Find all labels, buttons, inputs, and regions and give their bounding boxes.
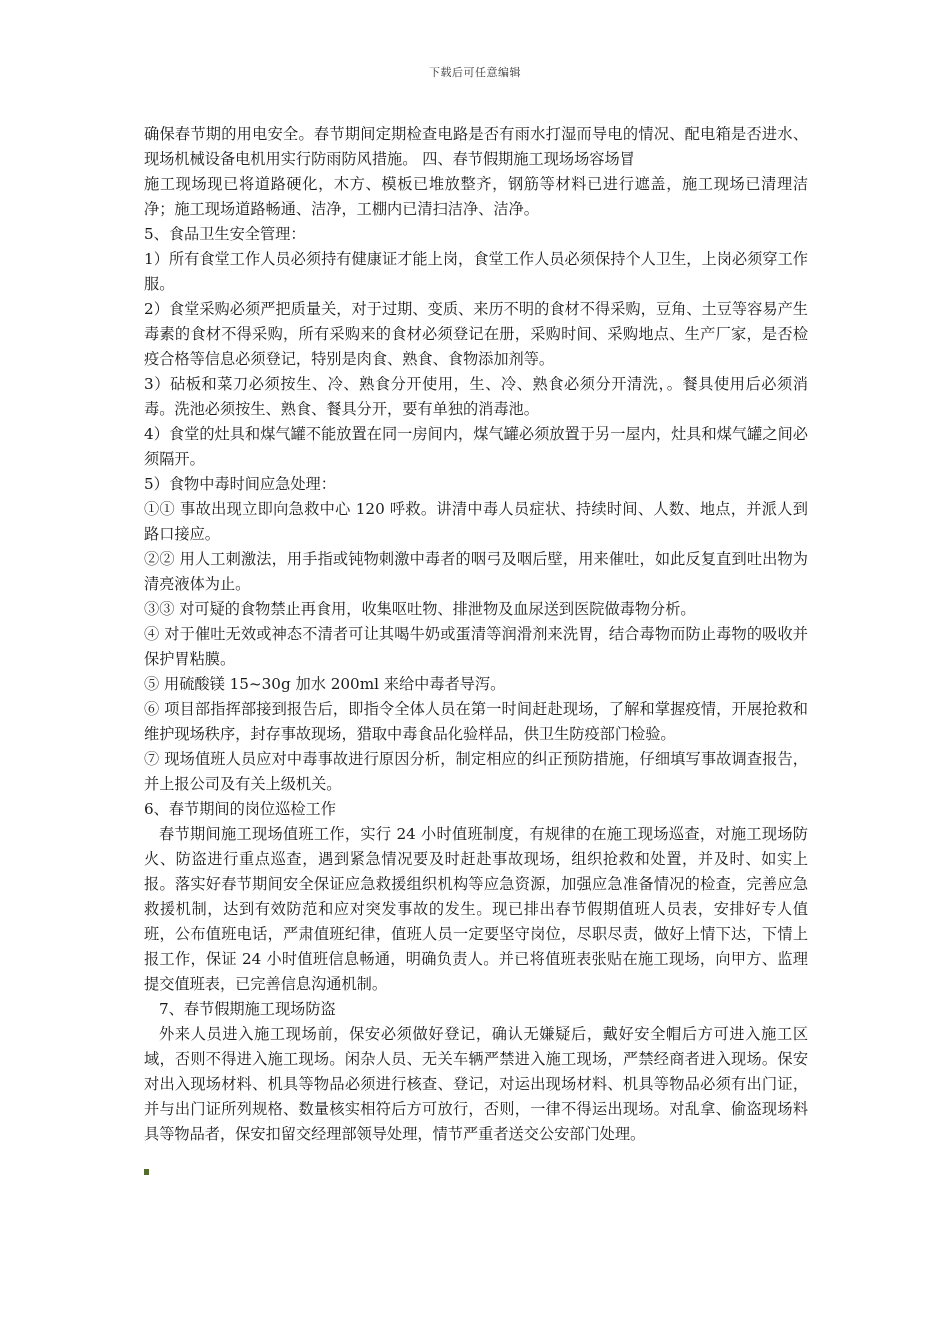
section-heading: 5、食品卫生安全管理： [144, 225, 306, 243]
paragraph: 外来人员进入施工现场前，保安必须做好登记，确认无嫌疑后，戴好安全帽后方可进入施工区域，否则不得进入施工现场。闲杂人员、无关车辆严禁进入施工现场，严禁经商者进入现场。保安对出入现场材料、机具等物品必须进行核查、登记，对运出现场材料、机具等物品必须有出门证，并与出门证所列规格、数量核实相符后方可放行，否则，一律不得运出现场。对乱拿、偷盗现场料具等物品者，保安扣留交经理部领导处理，情节严重者送交公安部门处理。 [144, 1025, 808, 1143]
paragraph: 施工现场现已将道路硬化，木方、模板已堆放整齐，钢筋等材料已进行遮盖，施工现场已清理洁净；施工现场道路畅通、洁净，工棚内已清扫洁净、洁净。 [144, 175, 808, 218]
list-item: 4）食堂的灶具和煤气罐不能放置在同一房间内，煤气罐必须放置于另一屋内，灶具和煤气罐之间必须隔开。 [144, 425, 808, 468]
list-item: ②② 用人工刺激法，用手指或钝物刺激中毒者的咽弓及咽后壁，用来催吐，如此反复直到吐出物为清亮液体为止。 [144, 550, 808, 593]
paragraph: 春节期间施工现场值班工作，实行 24 小时值班制度，有规律的在施工现场巡查，对施工现场防火、防盗进行重点巡查，遇到紧急情况要及时赶赴事故现场，组织抢救和处置，并及时、如实上报。落实好春节期间安全保证应急救援组织机构等应急资源，加强应急准备情况的检查，完善应急救援机制，达到有效防范和应对突发事故的发生。现已排出春节假期值班人员表，安排好专人值班，公布值班电话，严肃值班纪律，值班人员一定要坚守岗位，尽职尽责，做好上情下达，下情上报工作，保证 24 小时值班信息畅通，明确负责人。并已将值班表张贴在施工现场，向甲方、监理提交值班表，已完善信息沟通机制。 [144, 825, 808, 993]
list-item: ④ 对于催吐无效或神态不清者可让其喝牛奶或蛋清等润滑剂来洗胃，结合毒物而防止毒物的吸收并保护胃粘膜。 [144, 625, 808, 668]
list-item: ⑥ 项目部指挥部接到报告后，即指令全体人员在第一时间赶赴现场，了解和掌握疫情，开展抢救和维护现场秩序，封存事故现场，猎取中毒食品化验样品，供卫生防疫部门检验。 [144, 700, 808, 743]
list-item: ⑤ 用硫酸镁 15~30g 加水 200ml 来给中毒者导泻。 [144, 675, 506, 693]
paragraph-end-mark [144, 1169, 149, 1175]
list-item: ⑦ 现场值班人员应对中毒事故进行原因分析，制定相应的纠正预防措施，仔细填写事故调查报告，并上报公司及有关上级机关。 [144, 750, 808, 793]
section-heading: 7、春节假期施工现场防盗 [159, 1000, 336, 1018]
section-heading: 6、春节期间的岗位巡检工作 [144, 800, 336, 818]
list-item: 1）所有食堂工作人员必须持有健康证才能上岗，食堂工作人员必须保持个人卫生，上岗必须穿工作服。 [144, 250, 808, 293]
document-body [144, 122, 808, 1147]
list-item: ①① 事故出现立即向急救中心 120 呼救。讲清中毒人员症状、持续时间、人数、地点，并派人到路口接应。 [144, 500, 808, 543]
paragraph: 确保春节期的用电安全。春节期间定期检查电路是否有雨水打湿而导电的情况、配电箱是否进水、现场机械设备电机用实行防雨防风措施。 四、春节假期施工现场场容场冒 [144, 125, 808, 168]
list-item: 5）食物中毒时间应急处理： [144, 475, 336, 493]
list-item: ③③ 对可疑的食物禁止再食用，收集呕吐物、排泄物及血尿送到医院做毒物分析。 [144, 600, 696, 618]
list-item: 2）食堂采购必须严把质量关，对于过期、变质、来历不明的食材不得采购，豆角、土豆等容易产生毒素的食材不得采购，所有采购来的食材必须登记在册，采购时间、采购地点、生产厂家，是否检疫合格等信息必须登记，特别是肉食、熟食、食物添加剂等。 [144, 300, 808, 368]
list-item: 3）砧板和菜刀必须按生、冷、熟食分开使用，生、冷、熟食必须分开清洗，。餐具使用后必须消毒。洗池必须按生、熟食、餐具分开，要有单独的消毒池。 [144, 375, 808, 418]
page-header: 下载后可任意编辑 [429, 66, 521, 79]
